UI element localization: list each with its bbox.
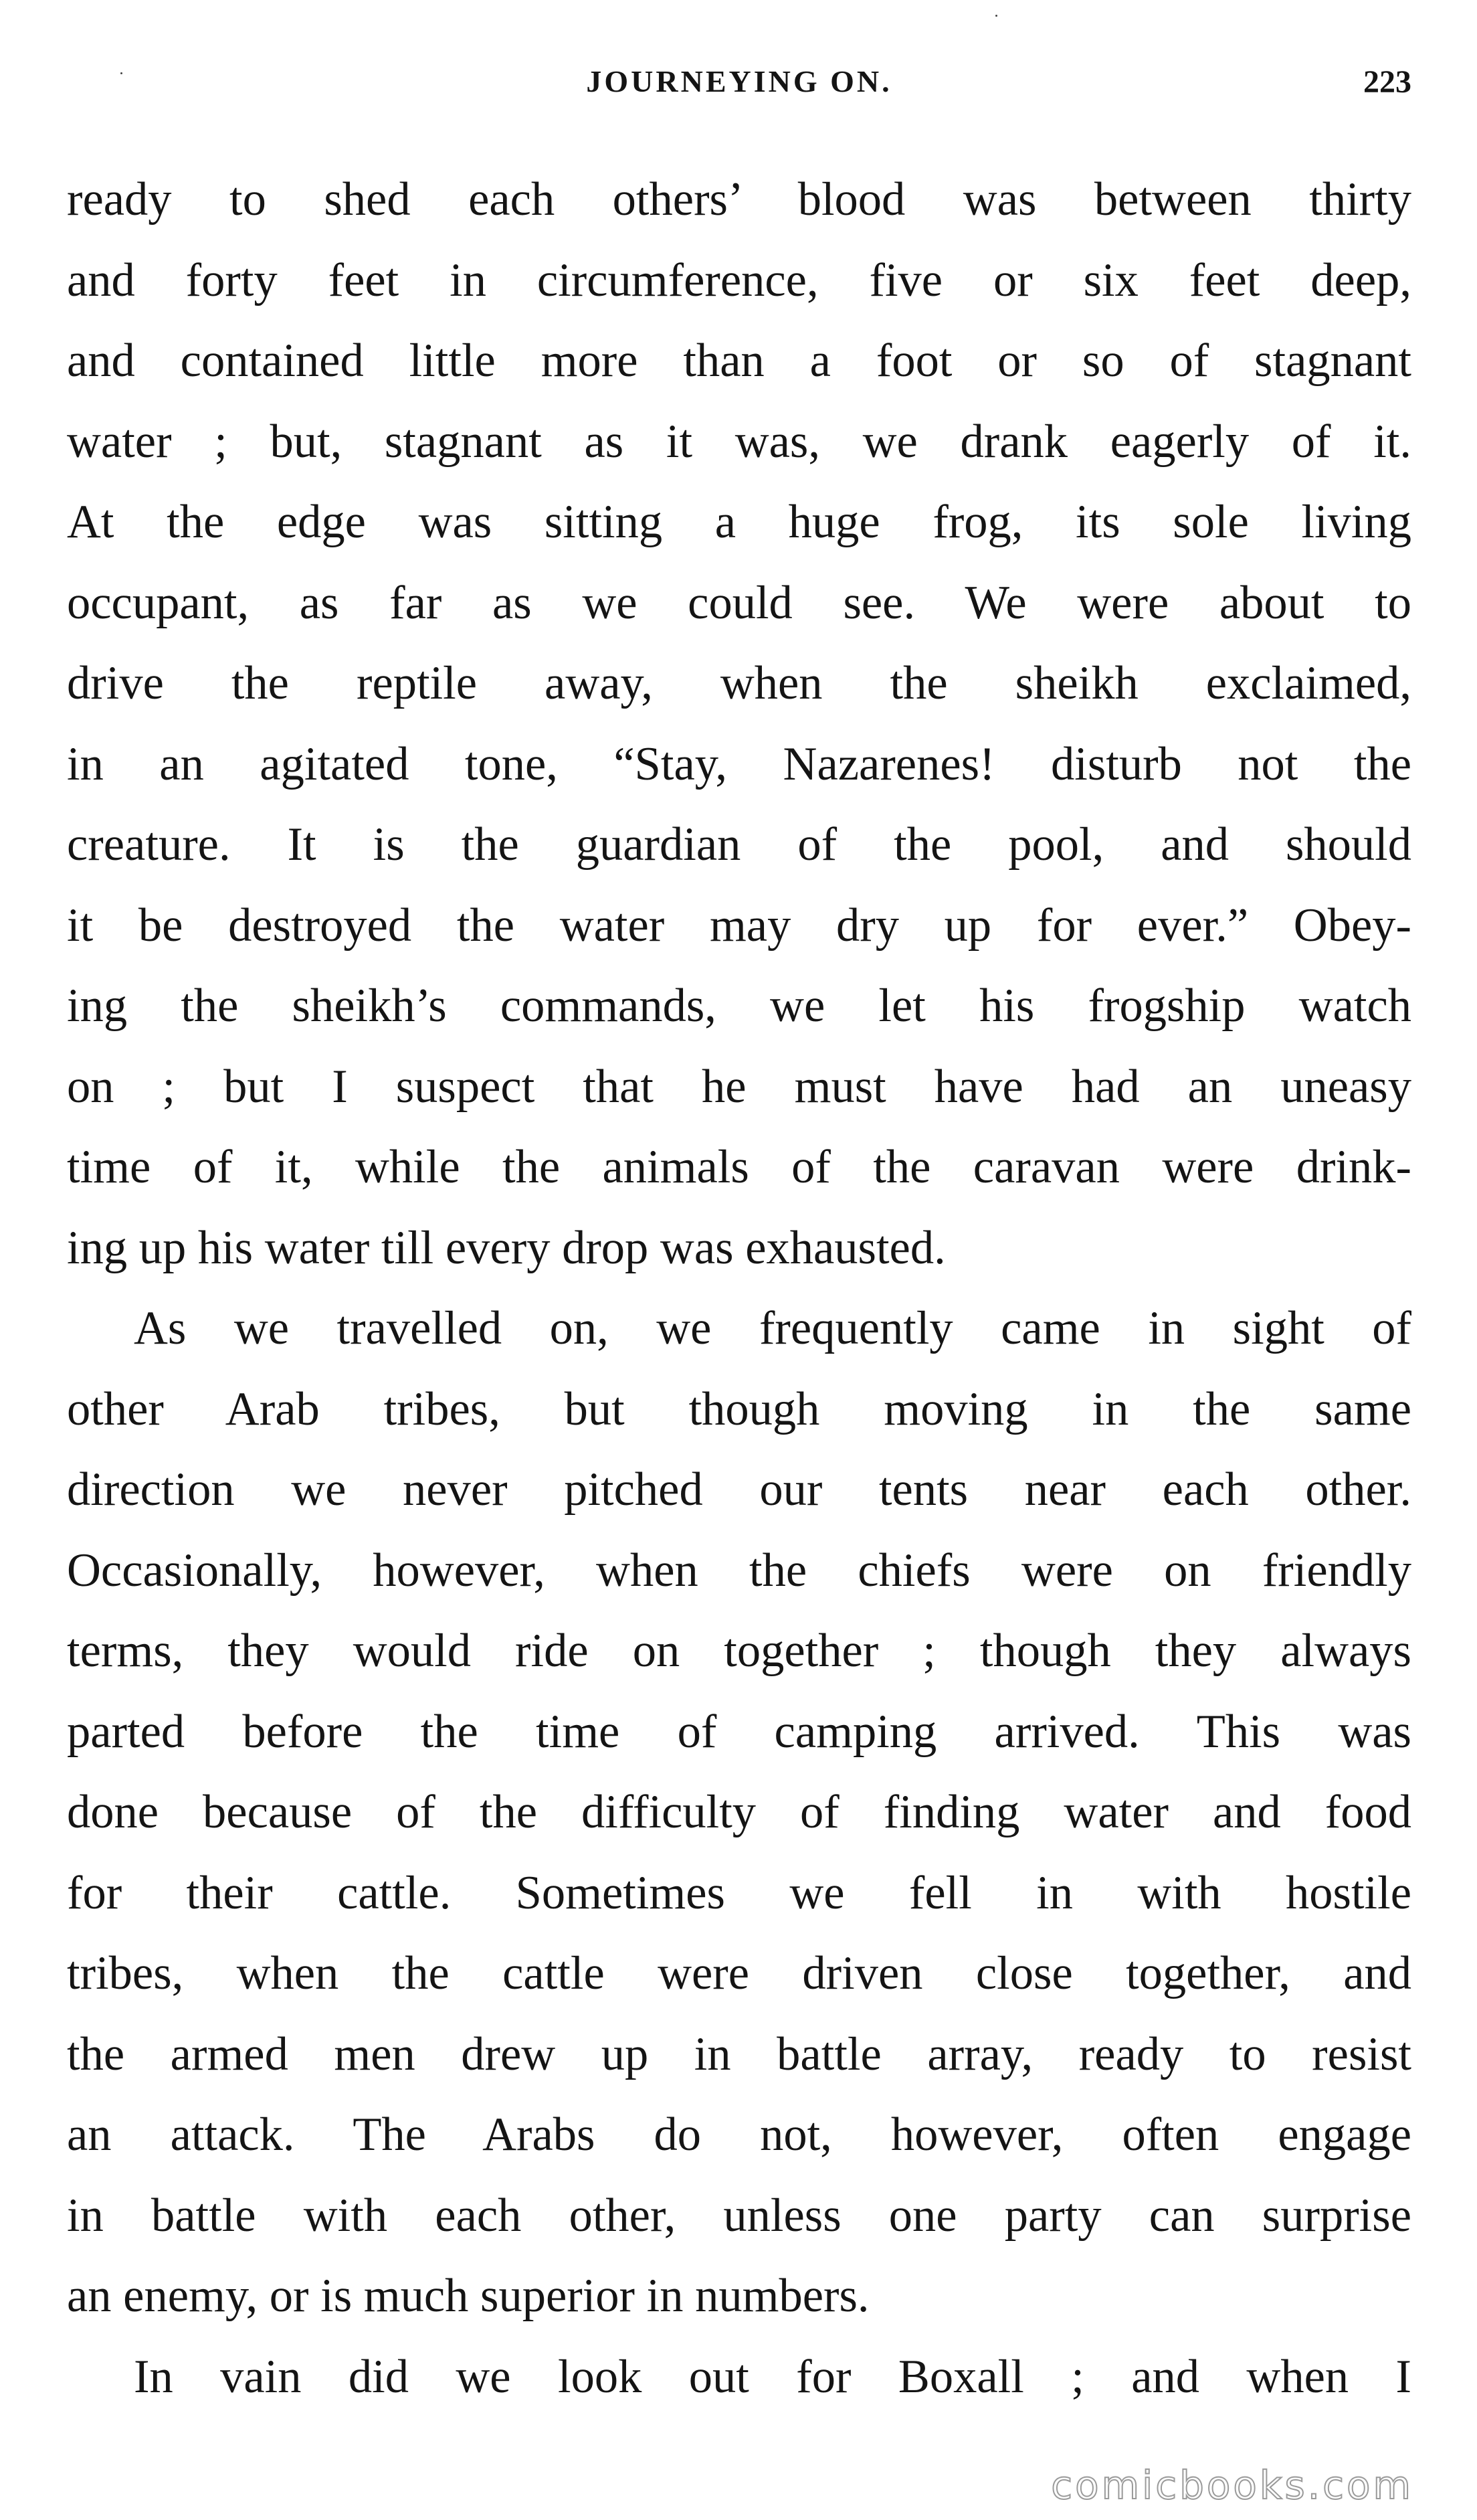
paragraph bbox=[67, 2337, 1411, 2418]
text-line: At the edge was sitting a huge frog, its sole living bbox=[67, 496, 1411, 548]
text-line: in an agitated tone, “Stay, Nazarenes! disturb not the bbox=[67, 737, 1411, 790]
text-line: on ; but I suspect that he must have had an uneasy bbox=[67, 1060, 1411, 1113]
print-speck bbox=[995, 15, 997, 17]
text-line: occupant, as far as we could see. We were about to bbox=[67, 576, 1411, 629]
text-line: In vain did we look out for Boxall ; and when I bbox=[134, 2350, 1411, 2403]
text-line: direction we never pitched our tents near each other. bbox=[67, 1463, 1411, 1516]
text-line: tribes, when the cattle were driven close together, and bbox=[67, 1947, 1411, 1999]
text-line: an enemy, or is much superior in numbers. bbox=[67, 2270, 870, 2322]
text-line: terms, they would ride on together ; though they always bbox=[67, 1625, 1411, 1677]
text-line: the armed men drew up in battle array, ready to resist bbox=[67, 2028, 1411, 2080]
text-line: time of it, while the animals of the caravan were drink- bbox=[67, 1141, 1411, 1193]
text-line: ready to shed each others’ blood was between thirty bbox=[67, 173, 1411, 226]
paragraph bbox=[67, 159, 1411, 1288]
text-line: Occasionally, however, when the chiefs were on friendly bbox=[67, 1544, 1411, 1597]
text-line: ing the sheikh’s commands, we let his frogship watch bbox=[67, 980, 1411, 1032]
text-line: As we travelled on, we frequently came in sight of bbox=[134, 1302, 1411, 1354]
text-line: for their cattle. Sometimes we fell in with hostile bbox=[67, 1866, 1411, 1919]
paragraph bbox=[67, 1288, 1411, 2337]
body-text bbox=[67, 159, 1411, 2417]
text-line: parted before the time of camping arrived. This was bbox=[67, 1705, 1411, 1758]
text-line: it be destroyed the water may dry up for ever.” Obey- bbox=[67, 899, 1411, 952]
running-title: JOURNEYING ON. bbox=[586, 64, 892, 98]
text-line: ing up his water till every drop was exhausted. bbox=[67, 1221, 946, 1274]
text-line: an attack. The Arabs do not, however, often engage bbox=[67, 2108, 1411, 2161]
text-line: done because of the difficulty of finding water and food bbox=[67, 1786, 1411, 1838]
text-line: and contained little more than a foot or so of stagnant bbox=[67, 335, 1411, 387]
text-line: and forty feet in circumference, five or six feet deep, bbox=[67, 254, 1411, 306]
running-head bbox=[67, 64, 1411, 117]
text-line: creature. It is the guardian of the pool, and should bbox=[67, 818, 1411, 871]
text-line: in battle with each other, unless one party can surprise bbox=[67, 2189, 1411, 2242]
text-line: water ; but, stagnant as it was, we drank eagerly of it. bbox=[67, 415, 1411, 468]
text-line: other Arab tribes, but though moving in the same bbox=[67, 1382, 1411, 1435]
text-line: drive the reptile away, when the sheikh exclaimed, bbox=[67, 657, 1411, 709]
watermark: comicbooks.com bbox=[1051, 2462, 1413, 2508]
page-number: 223 bbox=[1363, 64, 1411, 100]
